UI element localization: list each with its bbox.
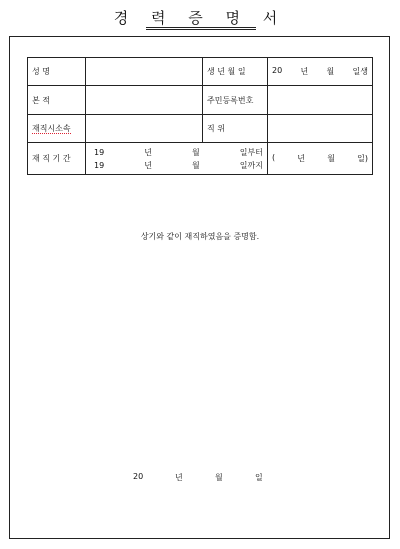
department-label-cell xyxy=(28,115,86,143)
birth-year-unit: 년 xyxy=(300,67,309,76)
period-range-field[interactable] xyxy=(86,143,268,175)
period-to-day-unit: 일까지 xyxy=(239,160,263,170)
issue-year-unit: 년 xyxy=(175,473,183,482)
period-total-month-unit: 월 xyxy=(327,154,335,163)
name-label-cell xyxy=(28,58,86,86)
resident-no-field[interactable] xyxy=(268,86,373,115)
resident-no-label-cell xyxy=(203,86,268,115)
period-to-year: 19 xyxy=(94,160,105,170)
birth-year: 20 xyxy=(272,66,283,75)
birth-label: 생 년 월 일 xyxy=(207,67,246,76)
period-to-year-unit: 년 xyxy=(144,160,152,170)
position-label-cell xyxy=(203,115,268,143)
period-total-close: 일) xyxy=(357,154,368,163)
row-domicile-resident xyxy=(28,86,373,115)
name-field[interactable] xyxy=(86,58,203,86)
period-from-month-unit: 월 xyxy=(192,147,200,157)
period-label: 재 직 기 간 xyxy=(32,154,71,163)
department-field[interactable] xyxy=(86,115,203,143)
period-from xyxy=(94,146,263,159)
issue-month-unit: 월 xyxy=(215,473,223,482)
period-from-year: 19 xyxy=(94,147,105,157)
period-total-year-unit: 년 xyxy=(297,154,306,163)
issue-day-unit: 일 xyxy=(255,473,263,482)
issue-year: 20 xyxy=(133,472,144,481)
document-title: 경 력 증 명 서 xyxy=(113,9,287,27)
position-label: 직 위 xyxy=(207,124,225,133)
birth-month-unit: 월 xyxy=(326,67,335,76)
name-label: 성 명 xyxy=(32,67,50,76)
department-label: 재직시소속 xyxy=(32,124,71,133)
period-to-month-unit: 월 xyxy=(192,160,200,170)
domicile-label: 본 적 xyxy=(32,95,50,105)
domicile-field[interactable] xyxy=(86,86,203,115)
period-total-field[interactable] xyxy=(268,143,373,175)
row-employment-period xyxy=(28,143,373,175)
certification-statement: 상기와 같이 재직하였음을 증명함. xyxy=(140,232,260,241)
birth-date-field[interactable] xyxy=(268,58,373,86)
title-underline xyxy=(146,27,256,28)
birth-day-unit: 일생 xyxy=(352,67,368,76)
period-total-open: ( xyxy=(272,153,276,162)
position-field[interactable] xyxy=(268,115,373,143)
title-underline-double xyxy=(146,29,256,30)
birth-label-cell xyxy=(203,58,268,86)
row-department-position xyxy=(28,115,373,143)
career-info-table xyxy=(27,57,373,175)
domicile-label-cell xyxy=(28,86,86,115)
period-label-cell xyxy=(28,143,86,175)
row-name-birth xyxy=(28,58,373,86)
period-from-day-unit: 일부터 xyxy=(239,147,263,157)
period-to xyxy=(94,159,263,172)
period-from-year-unit: 년 xyxy=(144,147,152,157)
resident-no-label: 주민등록번호 xyxy=(207,95,254,105)
